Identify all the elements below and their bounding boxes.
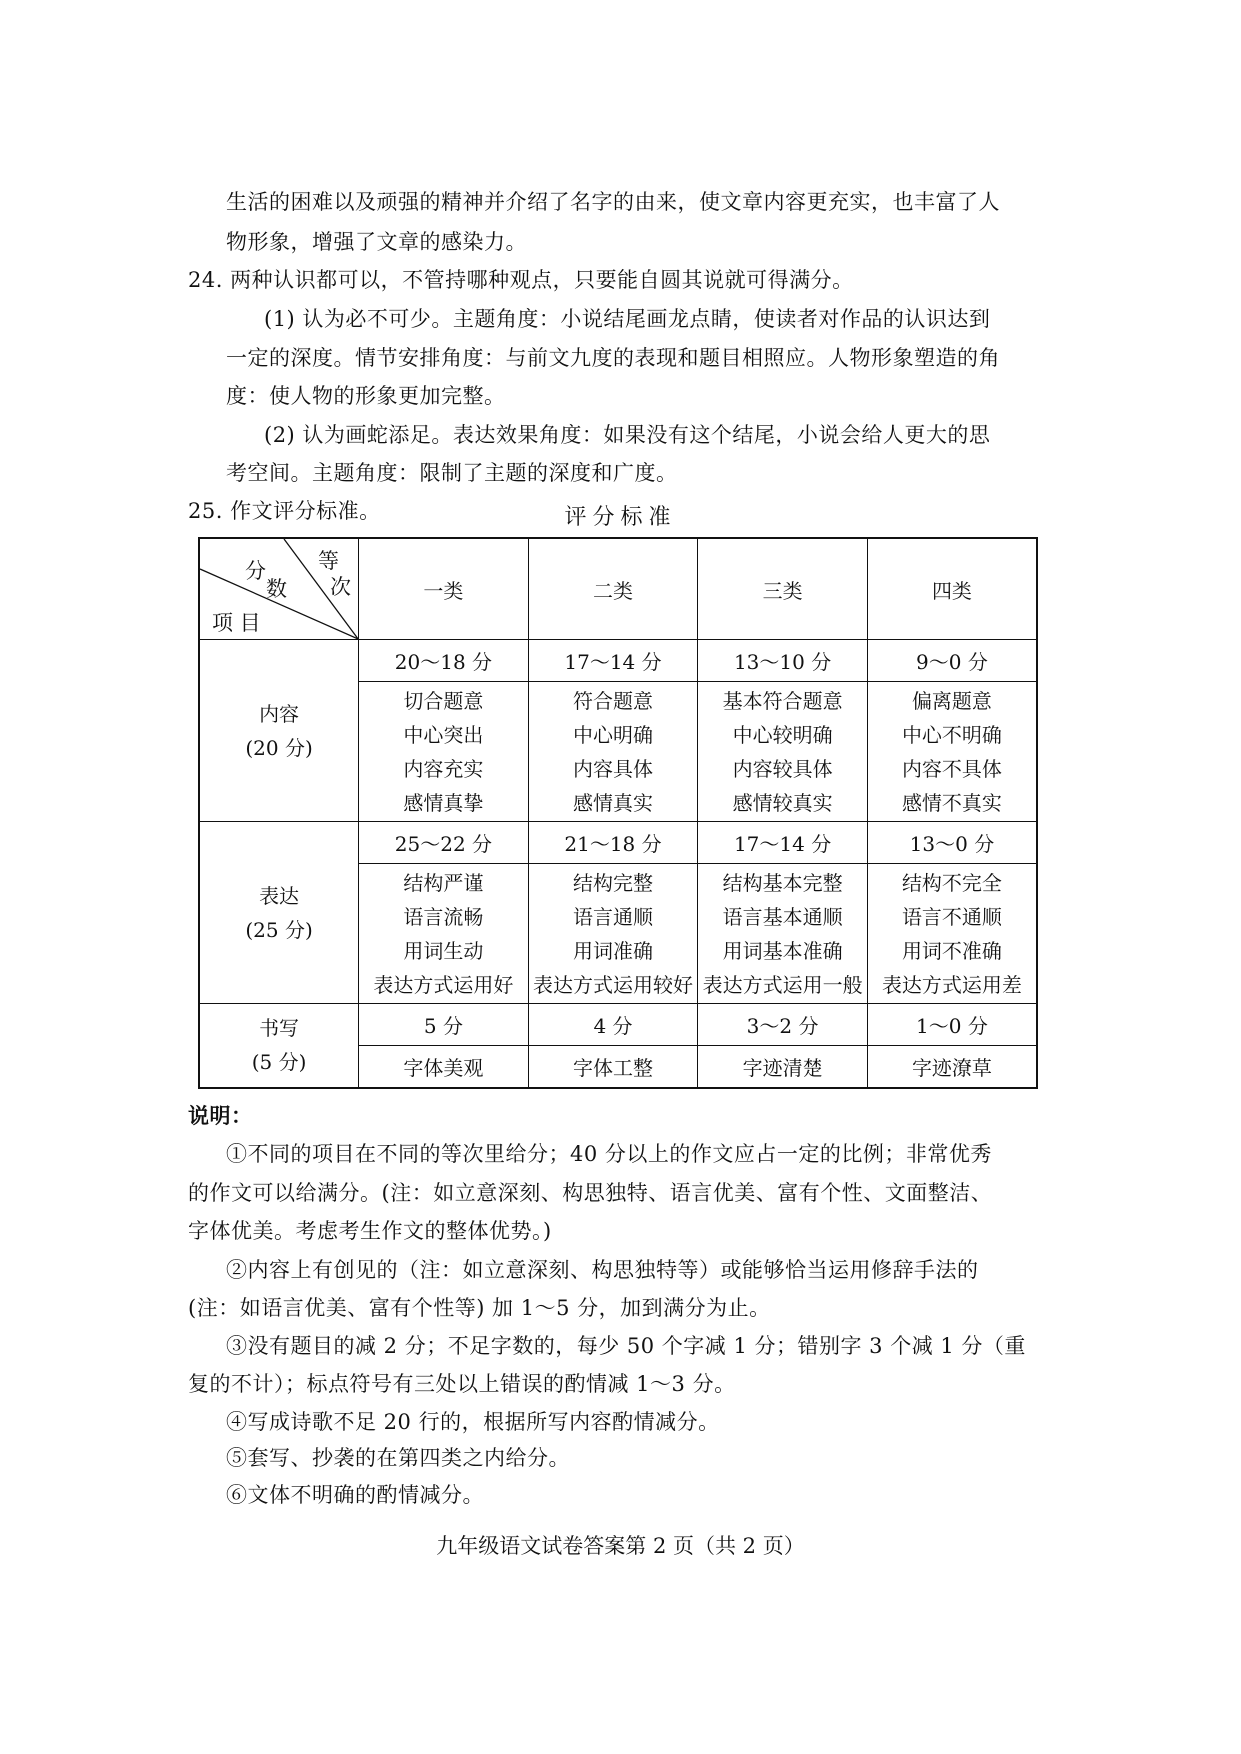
criterion: 中心不明确 [901, 722, 1002, 747]
score-range: 9～0 分 [867, 640, 1037, 682]
answer-text-line: (2) 认为画蛇添足。表达效果角度：如果没有这个结尾，小说会给人更大的思 [264, 423, 991, 447]
answer-text-line: (1) 认为必不可少。主题角度：小说结尾画龙点睛，使读者对作品的认识达到 [264, 307, 991, 331]
answer-text-line: 物形象，增强了文章的感染力。 [226, 230, 527, 254]
score-range: 20～18 分 [359, 640, 529, 682]
criterion: 内容不具体 [901, 756, 1002, 781]
criterion: 结构严谨 [403, 870, 484, 895]
corner-shu: 数 [266, 577, 287, 601]
table-title: 评分标准 [564, 505, 677, 530]
criterion: 感情不真实 [901, 790, 1002, 815]
question-25-heading: 25. 作文评分标准。 [188, 499, 381, 523]
note-line: ⑤套写、抄袭的在第四类之内给分。 [226, 1446, 570, 1470]
item-points: (20 分) [245, 735, 313, 760]
criteria-cell [867, 682, 1037, 822]
corner-item: 项 目 [212, 611, 261, 635]
item-label: 内容 [259, 701, 300, 726]
score-range: 5 分 [359, 1004, 529, 1046]
criterion: 用词准确 [573, 938, 653, 963]
criterion: 表达方式运用较好 [533, 972, 693, 997]
criterion: 切合题意 [403, 688, 484, 713]
criterion: 偏离题意 [911, 688, 992, 713]
criteria-cell: 字迹清楚 [698, 1046, 868, 1088]
corner-deng: 等 [318, 549, 339, 573]
item-expression [199, 822, 359, 1004]
criteria-cell: 字体美观 [359, 1046, 529, 1088]
corner-cell [199, 538, 359, 640]
score-range: 17～14 分 [698, 822, 868, 864]
score-range: 17～14 分 [528, 640, 698, 682]
criterion: 中心较明确 [732, 722, 833, 747]
criterion: 用词不准确 [901, 938, 1002, 963]
answer-text-line: 考空间。主题角度：限制了主题的深度和广度。 [226, 461, 678, 485]
criteria-cell [528, 864, 698, 1004]
criterion: 中心突出 [403, 722, 484, 747]
note-line: 的作文可以给满分。(注：如立意深刻、构思独特、语言优美、富有个性、文面整洁、 [188, 1181, 993, 1205]
criterion: 感情真挚 [403, 790, 484, 815]
note-line: ⑥文体不明确的酌情减分。 [226, 1483, 484, 1507]
note-line: ①不同的项目在不同的等次里给分；40 分以上的作文应占一定的比例；非常优秀 [226, 1142, 992, 1166]
score-range: 21～18 分 [528, 822, 698, 864]
table-header-row [199, 538, 1037, 640]
corner-fen: 分 [245, 559, 266, 583]
answer-text-line: 度：使人物的形象更加完整。 [226, 384, 506, 408]
answer-text-line: 一定的深度。情节安排角度：与前文九度的表现和题目相照应。人物形象塑造的角 [226, 346, 1000, 370]
level-header: 四类 [867, 538, 1037, 640]
item-points: (5 分) [251, 1050, 307, 1075]
criterion: 感情较真实 [732, 790, 833, 815]
notes-heading: 说明： [188, 1103, 253, 1128]
criterion: 表达方式运用一般 [702, 972, 863, 997]
item-points: (25 分) [245, 917, 313, 942]
note-line: (注：如语言优美、富有个性等) 加 1～5 分，加到满分为止。 [188, 1296, 771, 1320]
page-footer: 九年级语文试卷答案第 2 页（共 2 页） [436, 1534, 805, 1558]
scoring-table [198, 537, 1038, 1089]
criteria-cell [698, 864, 868, 1004]
content-score-row [199, 640, 1037, 682]
criterion: 表达方式运用差 [881, 972, 1022, 997]
item-label: 书写 [259, 1016, 300, 1041]
criterion: 用词基本准确 [722, 938, 843, 963]
score-range: 3～2 分 [698, 1004, 868, 1046]
criterion: 表达方式运用好 [373, 972, 514, 997]
item-content [199, 640, 359, 822]
item-writing [199, 1004, 359, 1088]
criterion: 语言流畅 [403, 904, 484, 929]
question-24-heading: 24. 两种认识都可以，不管持哪种观点，只要能自圆其说就可得满分。 [188, 268, 854, 292]
score-range: 13～10 分 [698, 640, 868, 682]
criteria-cell: 字体工整 [528, 1046, 698, 1088]
criterion: 用词生动 [403, 938, 484, 963]
criterion: 符合题意 [573, 688, 653, 713]
level-header: 三类 [698, 538, 868, 640]
note-line: ③没有题目的减 2 分；不足字数的，每少 50 个字减 1 分；错别字 3 个减 1 分（重 [226, 1334, 1026, 1358]
criterion: 语言基本通顺 [722, 904, 843, 929]
criteria-cell [867, 864, 1037, 1004]
note-line: 字体优美。考虑考生作文的整体优势。) [188, 1219, 552, 1243]
criteria-cell [359, 682, 529, 822]
criterion: 中心明确 [573, 722, 653, 747]
score-range: 4 分 [528, 1004, 698, 1046]
score-range: 25～22 分 [359, 822, 529, 864]
level-header: 二类 [528, 538, 698, 640]
level-header: 一类 [359, 538, 529, 640]
corner-ci: 次 [330, 575, 351, 599]
note-line: 复的不计）；标点符号有三处以上错误的酌情减 1～3 分。 [188, 1372, 736, 1396]
criteria-cell: 字迹潦草 [867, 1046, 1037, 1088]
criterion: 语言通顺 [573, 904, 653, 929]
criterion: 结构完整 [573, 870, 653, 895]
criterion: 内容充实 [403, 756, 484, 781]
criteria-cell [698, 682, 868, 822]
criterion: 感情真实 [573, 790, 653, 815]
criterion: 结构不完全 [901, 870, 1002, 895]
criteria-cell [528, 682, 698, 822]
item-label: 表达 [259, 883, 300, 908]
expression-score-row [199, 822, 1037, 864]
note-line: ④写成诗歌不足 20 行的，根据所写内容酌情减分。 [226, 1410, 720, 1434]
criterion: 语言不通顺 [901, 904, 1002, 929]
criterion: 结构基本完整 [722, 870, 843, 895]
criteria-cell [359, 864, 529, 1004]
criterion: 基本符合题意 [722, 688, 843, 713]
answer-text-line: 生活的困难以及顽强的精神并介绍了名字的由来，使文章内容更充实，也丰富了人 [226, 190, 1000, 214]
criterion: 内容具体 [573, 756, 653, 781]
criterion: 内容较具体 [732, 756, 833, 781]
note-line: ②内容上有创见的（注：如立意深刻、构思独特等）或能够恰当运用修辞手法的 [226, 1258, 979, 1282]
writing-score-row [199, 1004, 1037, 1046]
score-range: 13～0 分 [867, 822, 1037, 864]
score-range: 1～0 分 [867, 1004, 1037, 1046]
